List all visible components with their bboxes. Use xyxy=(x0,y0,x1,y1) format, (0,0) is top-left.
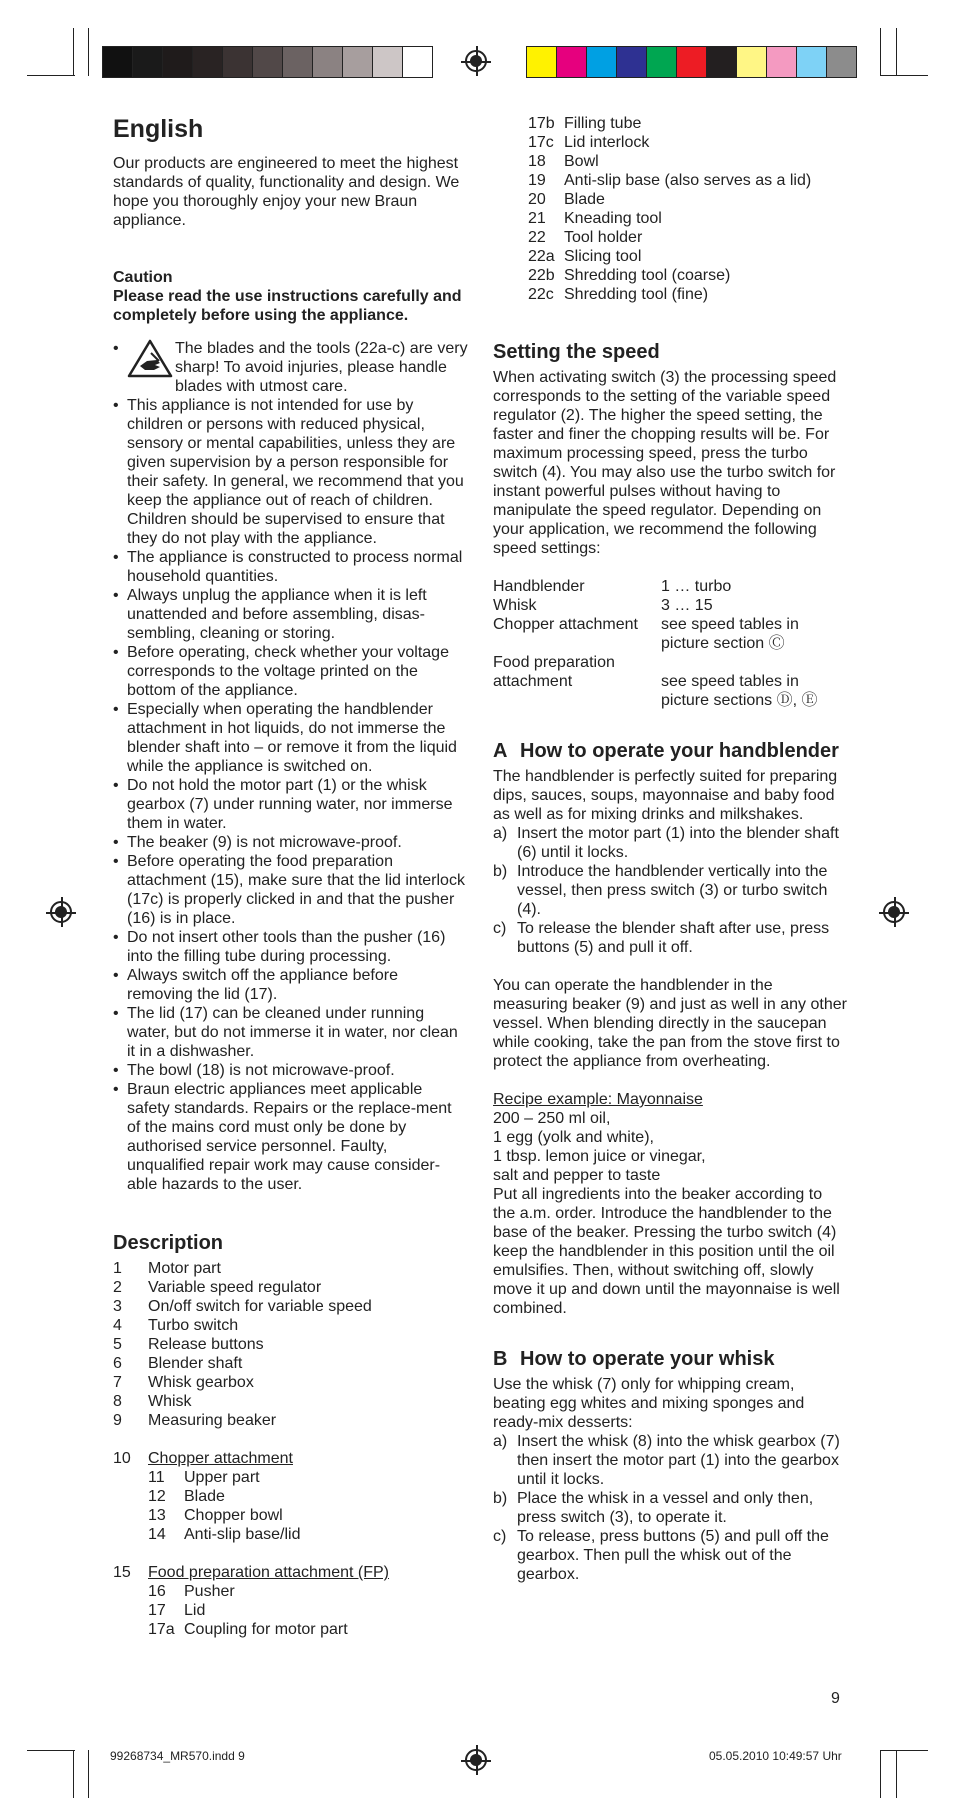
list-item: 12 Blade xyxy=(148,1488,225,1505)
list-item: 6 Blender shaft xyxy=(113,1355,243,1372)
color-swatch xyxy=(103,47,133,77)
color-swatch xyxy=(767,47,797,77)
warning-item: • Braun electric appliances meet applicable safety standards. Repairs or the replace-ment of the mains cord must only be done by authorised service personnel. Faulty, unqualified repair work may cause consider-able hazards to the user. xyxy=(113,1080,468,1194)
list-item: 8 Whisk xyxy=(113,1393,192,1410)
list-item: 16 Pusher xyxy=(148,1583,235,1600)
table-row: Chopper attachment see speed tables in picture section Ⓒ xyxy=(493,616,799,652)
list-item: 22 Tool holder xyxy=(528,229,643,246)
section-a-heading: A How to operate your handblender xyxy=(493,740,839,762)
list-item: c) To release the blender shaft after use, press buttons (5) and pull it off. xyxy=(493,920,830,956)
list-item: a) Insert the whisk (8) into the whisk gearbox (7) then insert the motor part (1) into the gearbox until it locks. xyxy=(493,1433,840,1488)
table-row: Food preparation attachment see speed tables in picture sections Ⓓ, Ⓔ xyxy=(493,654,818,709)
list-item: 17 Lid xyxy=(148,1602,206,1619)
list-item: b) Place the whisk in a vessel and only then, press switch (3), to operate it. xyxy=(493,1490,814,1526)
list-item: c) To release, press buttons (5) and pull off the gearbox. Then pull the whisk out of the gearbox. xyxy=(493,1528,829,1583)
list-item: 7 Whisk gearbox xyxy=(113,1374,254,1391)
recipe-title: Recipe example: Mayonnaise xyxy=(493,1091,703,1108)
section-a-intro: The handblender is perfectly suited for preparing dips, sauces, soups, mayonnaise and baby food as well as for mixing drinks and milkshakes. xyxy=(493,768,838,823)
color-swatch xyxy=(827,47,856,77)
speed-paragraph: When activating switch (3) the processing speed corresponds to the setting of the variable speed regulator (2). The higher the speed setting, the faster and finer the chopping results will be. For maximum processing speed, press the turbo switch (4). You may also use the turbo switch for instant powerful pulses without having to manipulate the speed regulator. Depending on your application, we recommend the following speed settings: xyxy=(493,369,837,557)
list-item: 15 Food preparation attachment (FP) xyxy=(113,1564,390,1581)
list-item: 22b Shredding tool (coarse) xyxy=(528,267,731,284)
color-swatch xyxy=(707,47,737,77)
list-item: 17b Filling tube xyxy=(528,115,642,132)
list-item: 18 Bowl xyxy=(528,153,599,170)
crop-mark xyxy=(27,1750,75,1751)
color-swatch xyxy=(403,47,432,77)
warning-item: • The beaker (9) is not microwave-proof. xyxy=(113,833,468,852)
list-item: 11 Upper part xyxy=(148,1469,260,1486)
warning-item: • Always unplug the appliance when it is left unattended and before assembling, disas-sembling, cleaning or storing. xyxy=(113,586,468,643)
section-b-heading: B How to operate your whisk xyxy=(493,1348,775,1370)
crop-mark xyxy=(896,28,897,76)
registration-mark-icon xyxy=(465,50,487,72)
color-swatch xyxy=(677,47,707,77)
color-swatch xyxy=(193,47,223,77)
recipe-line: 200 – 250 ml oil, xyxy=(493,1110,611,1127)
color-swatch xyxy=(587,47,617,77)
recipe-line: 1 tbsp. lemon juice or vinegar, xyxy=(493,1148,706,1165)
table-row: Whisk 3 … 15 xyxy=(493,597,713,614)
color-swatch xyxy=(373,47,403,77)
warning-item: • Before operating the food preparation attachment (15), make sure that the lid interlock (17c) is properly clicked in and that the pusher (16) is in place. xyxy=(113,852,468,928)
list-item: 22c Shredding tool (fine) xyxy=(528,286,709,303)
warning-item: • Do not hold the motor part (1) or the whisk gearbox (7) under running water, nor immerse them in water. xyxy=(113,776,468,833)
color-swatch xyxy=(313,47,343,77)
list-item: b) Introduce the handblender vertically into the vessel, then press switch (3) or turbo switch (4). xyxy=(493,863,828,918)
color-swatch xyxy=(617,47,647,77)
description-heading: Description xyxy=(113,1232,224,1254)
recipe-paragraph: Put all ingredients into the beaker according to the a.m. order. Introduce the handblender to the base of the beaker. Pressing the turbo switch (4) keep the handblender in this position until the oil emulsifies. Then, without switching off, slowly move it up and down until the mayonnaise is well combined. xyxy=(493,1186,840,1317)
color-swatch xyxy=(527,47,557,77)
warning-item xyxy=(113,339,468,396)
right-column xyxy=(493,114,848,1584)
hand-blade-warning-icon xyxy=(127,339,173,379)
crop-mark xyxy=(88,1750,89,1798)
list-item: 20 Blade xyxy=(528,191,605,208)
warning-item: • Before operating, check whether your voltage corresponds to the voltage printed on the bottom of the appliance. xyxy=(113,643,468,700)
warning-item: • Always switch off the appliance before removing the lid (17). xyxy=(113,966,468,1004)
color-swatch xyxy=(223,47,253,77)
crop-mark xyxy=(896,1750,897,1798)
warning-item: • This appliance is not intended for use by children or persons with reduced physical, sensory or mental capabilities, unless they are given supervision by a person responsible for their safety. In general, we recommend that you keep the appliance out of reach of children. Children should be supervised to ensure that they do not play with the appliance. xyxy=(113,396,468,548)
crop-mark xyxy=(27,75,75,76)
page-number: 9 xyxy=(831,1690,840,1707)
warnings-list xyxy=(113,339,468,1194)
speed-heading: Setting the speed xyxy=(493,341,660,363)
page-title: English xyxy=(113,115,204,143)
list-item: 2 Variable speed regulator xyxy=(113,1279,322,1296)
recipe-line: 1 egg (yolk and white), xyxy=(493,1129,654,1146)
parts-list xyxy=(113,1259,468,1639)
left-column xyxy=(113,112,468,1639)
recipe-line: salt and pepper to taste xyxy=(493,1167,661,1184)
color-swatch xyxy=(253,47,283,77)
color-swatch xyxy=(557,47,587,77)
crop-mark xyxy=(880,28,881,76)
warning-item: • The lid (17) can be cleaned under running water, but do not immerse it in water, nor clean it in a dishwasher. xyxy=(113,1004,468,1061)
crop-mark xyxy=(73,1750,74,1798)
warning-text: • The blades and the tools (22a-c) are very sharp! To avoid injuries, please handle blades with utmost care. xyxy=(175,340,468,395)
warning-item: • The appliance is constructed to process normal household quantities. xyxy=(113,548,468,586)
process-color-bar xyxy=(526,46,857,78)
caution-text: Please read the use instructions carefully and completely before using the appliance. xyxy=(113,288,462,324)
crop-mark xyxy=(880,1750,881,1798)
color-swatch xyxy=(737,47,767,77)
list-item: 3 On/off switch for variable speed xyxy=(113,1298,372,1315)
section-a-steps xyxy=(493,824,848,957)
list-item: 4 Turbo switch xyxy=(113,1317,239,1334)
footer-file: 99268734_MR570.indd 9 xyxy=(110,1749,245,1763)
warning-item: • The bowl (18) is not microwave-proof. xyxy=(113,1061,468,1080)
speed-table xyxy=(493,577,848,710)
crop-mark xyxy=(73,28,74,76)
list-item: 1 Motor part xyxy=(113,1260,221,1277)
list-item: 21 Kneading tool xyxy=(528,210,662,227)
crop-mark xyxy=(88,28,89,76)
list-item: 13 Chopper bowl xyxy=(148,1507,283,1524)
warning-item: • Do not insert other tools than the pusher (16) into the filling tube during processing. xyxy=(113,928,468,966)
section-b-intro: Use the whisk (7) only for whipping cream, beating egg whites and mixing sponges and ready-mix desserts: xyxy=(493,1376,805,1431)
warning-item: • Especially when operating the handblender attachment in hot liquids, do not immerse the blender shaft into – or remove it from the liquid while the appliance is switched on. xyxy=(113,700,468,776)
color-swatch xyxy=(343,47,373,77)
caution-heading: Caution xyxy=(113,269,173,286)
list-item: 14 Anti-slip base/lid xyxy=(148,1526,301,1543)
crop-mark xyxy=(880,1750,928,1751)
color-swatch xyxy=(647,47,677,77)
list-item: a) Insert the motor part (1) into the blender shaft (6) until it locks. xyxy=(493,825,839,861)
color-swatch xyxy=(163,47,193,77)
footer-date: 05.05.2010 10:49:57 Uhr xyxy=(709,1749,842,1763)
list-item: 10 Chopper attachment xyxy=(113,1450,293,1467)
color-swatch xyxy=(133,47,163,77)
intro-paragraph: Our products are engineered to meet the highest standards of quality, functionality and design. We hope you thoroughly enjoy your new Braun appliance. xyxy=(113,155,460,229)
list-item: 19 Anti-slip base (also serves as a lid) xyxy=(528,172,812,189)
list-item: 17a Coupling for motor part xyxy=(148,1621,348,1638)
color-swatch xyxy=(797,47,827,77)
crop-mark xyxy=(880,75,928,76)
table-row: Handblender 1 … turbo xyxy=(493,578,732,595)
color-swatch xyxy=(283,47,313,77)
parts-list-continued xyxy=(493,114,848,304)
section-b-steps xyxy=(493,1432,848,1584)
list-item: 9 Measuring beaker xyxy=(113,1412,277,1429)
list-item: 5 Release buttons xyxy=(113,1336,264,1353)
list-item: 17c Lid interlock xyxy=(528,134,650,151)
grayscale-color-bar xyxy=(102,46,433,78)
registration-mark-icon xyxy=(465,1749,487,1771)
registration-mark-icon xyxy=(883,901,905,923)
list-item: 22a Slicing tool xyxy=(528,248,642,265)
section-a-paragraph: You can operate the handblender in the measuring beaker (9) and just as well in any other vessel. When blending directly in the saucepan while cooking, take the pan from the stove first to protect the appliance from overheating. xyxy=(493,977,847,1070)
registration-mark-icon xyxy=(50,901,72,923)
